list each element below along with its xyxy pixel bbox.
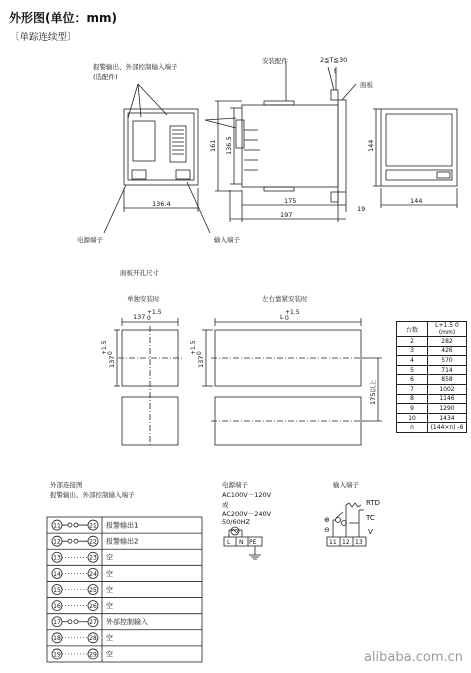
terminal-pin-right: 24	[89, 570, 97, 578]
side-mount-title: 左右靠紧安装时	[262, 295, 308, 303]
page-subtitle: 〔单踪连续型〕	[10, 32, 77, 43]
count-cell-length: 1146	[428, 394, 467, 404]
dim-137-h: 137	[108, 355, 116, 368]
count-cell-units: 8	[397, 394, 428, 404]
count-table-header: 台数	[397, 322, 428, 337]
terminal-pin-right: 21	[89, 522, 97, 530]
count-cell-length: 426	[428, 346, 467, 356]
rear-alarm-block	[133, 121, 155, 161]
terminal-pin-right: 29	[89, 651, 97, 659]
count-cell-units: 7	[397, 384, 428, 394]
count-cell-length: 714	[428, 365, 467, 375]
terminal-function-label: 空	[106, 585, 113, 594]
terminal-function-label: 报警输出1	[106, 521, 139, 530]
terminal-function-label: 空	[106, 569, 113, 578]
count-cell-length: 858	[428, 375, 467, 385]
input-rtd-label: RTD	[366, 499, 381, 507]
thickness-symbol-label: t	[334, 67, 337, 75]
dim-175: 175	[284, 197, 297, 205]
dim-161: 161	[209, 139, 217, 152]
dim-137-h2-sub: 0	[196, 351, 203, 355]
input-plus-mark: ⊕	[324, 516, 330, 524]
input-heading: 输入端子	[333, 481, 359, 489]
count-cell-length: 282	[428, 337, 467, 347]
input-terminal-13: 13	[355, 539, 363, 546]
input-minus-mark: ⊖	[324, 526, 330, 534]
count-cell-length: 570	[428, 356, 467, 366]
front-keypad-area	[386, 170, 452, 180]
input-terminal-label: 输入端子	[214, 236, 240, 244]
power-voltage-or: 或	[222, 501, 229, 509]
count-cell-length: 1290	[428, 404, 467, 414]
power-terminal-N: N	[239, 539, 244, 546]
terminal-pin-right: 26	[89, 603, 97, 611]
thickness-range-label: 2≦T≦30	[320, 56, 348, 64]
front-keys	[437, 172, 450, 178]
dim-137-h-sub: 0	[107, 351, 114, 355]
dim-L: L	[280, 313, 284, 321]
relay-contact-symbol	[62, 523, 88, 527]
input-terminal-11: 11	[329, 539, 337, 546]
terminal-pin-left: 11	[53, 522, 61, 530]
count-cell-units: 10	[397, 413, 428, 423]
power-terminal-label: 电源端子	[77, 236, 103, 244]
panel-plate-bottom	[331, 192, 338, 202]
count-cell-units: 3	[397, 346, 428, 356]
terminal-pin-left: 17	[53, 619, 61, 627]
count-cell-units: 2	[397, 337, 428, 347]
alarm-terminal-label: 报警输出、外部控制输入端子	[93, 63, 178, 71]
count-cell-units: 9	[397, 404, 428, 414]
mount-fitting-label: 安装配件	[262, 57, 288, 65]
side-view-body	[242, 105, 338, 187]
count-table-header: L+1.5 0 (mm)	[428, 322, 467, 337]
relay-contact-symbol	[62, 620, 88, 624]
mount-fitting-top	[264, 101, 294, 105]
rear-view-outline	[124, 109, 198, 185]
count-cell-length: (144×n) -6	[428, 423, 467, 433]
alarm-terminal-option-label: (选配件)	[93, 73, 118, 81]
power-terminal-L: L	[227, 539, 231, 546]
terminal-function-label: 报警输出2	[106, 537, 139, 546]
power-terminal-PE: PE	[249, 539, 257, 546]
count-cell-length: 1434	[428, 413, 467, 423]
cutout-heading: 面板开孔尺寸	[120, 269, 159, 277]
terminal-pin-left: 19	[53, 651, 61, 659]
terminal-pin-left: 16	[53, 603, 61, 611]
terminal-rows	[47, 520, 202, 659]
dim-144-h: 144	[367, 139, 375, 152]
dim-137-w: 137	[133, 313, 146, 321]
rear-power-terminal	[132, 170, 146, 179]
dim-L-sub: 0	[285, 315, 289, 322]
alarm-terminal-subheading: 报警输出、外部控制输入端子	[50, 491, 135, 499]
dim-137-w-sub: 0	[147, 315, 151, 322]
front-display-window	[386, 114, 452, 166]
dim-L-sup: +1.5	[285, 309, 300, 316]
terminal-pin-right: 25	[89, 586, 97, 594]
rear-input-terminal	[176, 170, 190, 179]
terminal-pin-left: 13	[53, 554, 61, 562]
dim-137-h2-sup: +1.5	[190, 340, 197, 355]
terminal-pin-right: 22	[89, 538, 97, 546]
mount-fitting-bottom	[264, 187, 294, 191]
single-mount-title: 单独安装时	[127, 295, 160, 303]
panel-label: 面板	[360, 81, 373, 89]
power-frequency: 50/60HZ	[222, 518, 251, 526]
dim-137-h2: 137	[197, 355, 205, 368]
terminal-function-label: 空	[106, 634, 113, 643]
dim-197: 197	[280, 211, 293, 219]
page-title: 外形图(单位：mm)	[9, 11, 117, 25]
dim-137-h-sup: +1.5	[101, 340, 108, 355]
side-rear-terminal	[236, 120, 244, 148]
input-tc-label: TC	[366, 514, 375, 522]
count-cell-units: n	[397, 423, 428, 433]
count-cell-units: 6	[397, 375, 428, 385]
watermark: alibaba.com.cn	[363, 650, 463, 665]
terminal-function-label: 空	[106, 553, 113, 562]
dim-137-w-sup: +1.5	[147, 309, 162, 316]
count-cell-units: 5	[397, 365, 428, 375]
panel-bezel	[338, 100, 346, 192]
relay-contact-symbol	[62, 539, 88, 543]
dim-136-5: 136.5	[225, 136, 233, 155]
terminal-pin-right: 27	[89, 619, 97, 627]
count-cell-length: 1002	[428, 384, 467, 394]
terminal-function-label: 空	[106, 650, 113, 659]
terminal-pin-left: 18	[53, 635, 61, 643]
terminal-pin-left: 14	[53, 570, 61, 578]
terminal-function-label: 空	[106, 602, 113, 611]
power-heading: 电源端子	[222, 481, 248, 489]
front-view-outline	[381, 109, 457, 186]
dim-175-up: 175以上	[369, 379, 377, 405]
terminal-pin-left: 15	[53, 586, 61, 594]
terminal-pin-right: 28	[89, 635, 97, 643]
count-cell-units: 4	[397, 356, 428, 366]
dim-144-w: 144	[410, 197, 423, 205]
external-connection-heading: 外部连接图	[50, 481, 83, 489]
dim-136-4: 136.4	[152, 200, 171, 208]
terminal-pin-right: 23	[89, 554, 97, 562]
rear-terminal-block	[170, 126, 186, 162]
power-voltage-2: AC200V－240V	[222, 510, 272, 518]
panel-plate-top	[331, 90, 338, 100]
terminal-function-label: 外部控制输入	[106, 618, 148, 627]
dim-19: 19	[357, 205, 366, 213]
power-voltage-1: AC100V－120V	[222, 491, 272, 499]
input-v-label: V	[368, 528, 373, 536]
input-terminal-12: 12	[342, 539, 350, 546]
terminal-pin-left: 12	[53, 538, 61, 546]
